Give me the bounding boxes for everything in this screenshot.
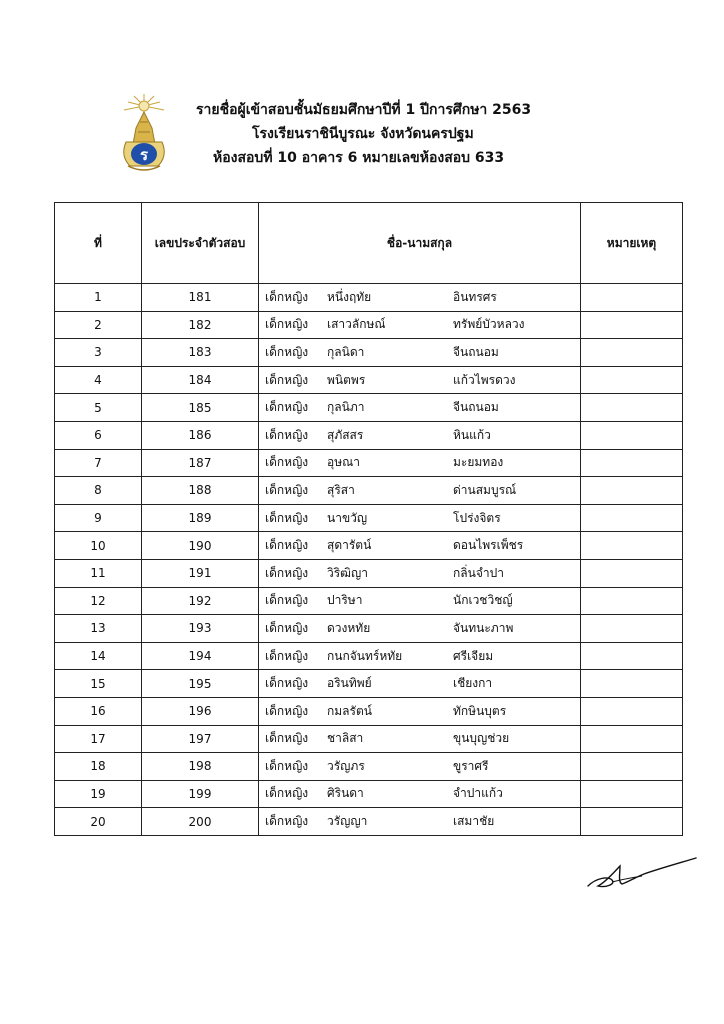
cell-name — [259, 642, 581, 670]
col-header-exam-id: เลขประจำตัวสอบ — [142, 203, 259, 284]
cell-exam-id: 187 — [142, 449, 259, 477]
last-name: แก้วไพรดวง — [453, 372, 516, 387]
cell-name — [259, 421, 581, 449]
cell-no: 14 — [55, 642, 142, 670]
title-line-1: รายชื่อผู้เข้าสอบชั้นมัธยมศึกษาปีที่ 1 ปีการศึกษา 2563 — [196, 102, 532, 118]
cell-name — [259, 670, 581, 698]
first-name: วิริฒิญา — [327, 565, 368, 580]
cell-note — [581, 339, 683, 367]
cell-name — [259, 449, 581, 477]
name-prefix: เด็กหญิง — [265, 400, 309, 415]
cell-exam-id: 194 — [142, 642, 259, 670]
name-prefix: เด็กหญิง — [265, 676, 309, 691]
table-row — [55, 587, 683, 615]
name-prefix: เด็กหญิง — [265, 538, 309, 553]
name-prefix: เด็กหญิง — [265, 455, 309, 470]
table-row — [55, 559, 683, 587]
cell-name — [259, 587, 581, 615]
cell-note — [581, 284, 683, 312]
cell-no: 4 — [55, 366, 142, 394]
name-prefix: เด็กหญิง — [265, 565, 309, 580]
last-name: ดอนไพรเพ็ชร — [453, 538, 524, 553]
name-prefix: เด็กหญิง — [265, 289, 309, 304]
table-row — [55, 504, 683, 532]
cell-exam-id: 185 — [142, 394, 259, 422]
first-name: วรัญภร — [327, 758, 365, 773]
full-name — [259, 784, 580, 803]
cell-name — [259, 394, 581, 422]
first-name: อรินทิพย์ — [327, 676, 372, 691]
cell-name — [259, 477, 581, 505]
full-name — [259, 812, 580, 831]
table-row — [55, 477, 683, 505]
last-name: จีนถนอม — [453, 400, 499, 415]
cell-no: 17 — [55, 725, 142, 753]
cell-note — [581, 670, 683, 698]
table-row — [55, 642, 683, 670]
document-header — [196, 98, 556, 170]
last-name: เชียงกา — [453, 676, 493, 691]
cell-name — [259, 311, 581, 339]
cell-name — [259, 697, 581, 725]
cell-name — [259, 339, 581, 367]
last-name: ศรีเจียม — [453, 648, 494, 663]
full-name — [259, 288, 580, 307]
first-name: กนกจันทร์หทัย — [327, 648, 403, 663]
cell-exam-id: 198 — [142, 753, 259, 781]
name-prefix: เด็กหญิง — [265, 344, 309, 359]
table-row — [55, 670, 683, 698]
table-row — [55, 532, 683, 560]
full-name — [259, 371, 580, 390]
full-name — [259, 564, 580, 583]
last-name: ทักษินบุตร — [453, 703, 507, 718]
last-name: ด่านสมบูรณ์ — [453, 482, 517, 497]
table-row — [55, 449, 683, 477]
full-name — [259, 426, 580, 445]
cell-exam-id: 200 — [142, 808, 259, 836]
first-name: ศิรินดา — [327, 786, 364, 801]
full-name — [259, 674, 580, 693]
last-name: โปร่งจิตร — [453, 510, 501, 525]
full-name — [259, 453, 580, 472]
full-name — [259, 536, 580, 555]
cell-no: 5 — [55, 394, 142, 422]
table-row — [55, 697, 683, 725]
table-body — [55, 284, 683, 836]
cell-note — [581, 780, 683, 808]
col-header-note: หมายเหตุ — [581, 203, 683, 284]
exam-roster-table — [54, 202, 683, 836]
cell-exam-id: 182 — [142, 311, 259, 339]
cell-no: 18 — [55, 753, 142, 781]
name-prefix: เด็กหญิง — [265, 620, 309, 635]
cell-note — [581, 421, 683, 449]
table-row — [55, 311, 683, 339]
cell-name — [259, 808, 581, 836]
cell-note — [581, 725, 683, 753]
full-name — [259, 398, 580, 417]
cell-note — [581, 532, 683, 560]
last-name: มะยมทอง — [453, 455, 504, 470]
cell-note — [581, 615, 683, 643]
name-prefix: เด็กหญิง — [265, 372, 309, 387]
last-name: หินแก้ว — [453, 427, 491, 442]
first-name: ดวงหทัย — [327, 620, 371, 635]
first-name: สุริสา — [327, 482, 355, 497]
cell-exam-id: 183 — [142, 339, 259, 367]
cell-note — [581, 449, 683, 477]
first-name: ชาลิสา — [327, 731, 364, 746]
first-name: พนิตพร — [327, 372, 366, 387]
cell-note — [581, 311, 683, 339]
last-name: อินทรศร — [453, 289, 497, 304]
cell-no: 16 — [55, 697, 142, 725]
title-line-2: โรงเรียนราชินีบูรณะ จังหวัดนครปฐม — [252, 126, 474, 142]
last-name: นักเวชวิชญ์ — [453, 593, 513, 608]
full-name — [259, 343, 580, 362]
table-row — [55, 284, 683, 312]
last-name: จำปาแก้ว — [453, 786, 503, 801]
full-name — [259, 729, 580, 748]
first-name: สุดารัตน์ — [327, 538, 372, 553]
cell-no: 6 — [55, 421, 142, 449]
cell-exam-id: 186 — [142, 421, 259, 449]
first-name: กุลนิดา — [327, 344, 365, 359]
table-row — [55, 780, 683, 808]
cell-name — [259, 615, 581, 643]
cell-name — [259, 366, 581, 394]
table-row — [55, 808, 683, 836]
first-name: อุษณา — [327, 455, 360, 470]
table-row — [55, 394, 683, 422]
full-name — [259, 702, 580, 721]
cell-name — [259, 559, 581, 587]
emblem-letter: ร — [139, 146, 149, 164]
cell-name — [259, 284, 581, 312]
cell-no: 15 — [55, 670, 142, 698]
full-name — [259, 591, 580, 610]
table-row — [55, 339, 683, 367]
cell-no: 20 — [55, 808, 142, 836]
col-header-no: ที่ — [55, 203, 142, 284]
last-name: จีนถนอม — [453, 344, 499, 359]
table-row — [55, 421, 683, 449]
table-header-row — [55, 203, 683, 284]
cell-exam-id: 184 — [142, 366, 259, 394]
cell-exam-id: 190 — [142, 532, 259, 560]
cell-note — [581, 394, 683, 422]
name-prefix: เด็กหญิง — [265, 317, 309, 332]
cell-no: 9 — [55, 504, 142, 532]
first-name: สุภัสสร — [327, 427, 364, 442]
cell-note — [581, 753, 683, 781]
full-name — [259, 315, 580, 334]
full-name — [259, 757, 580, 776]
cell-exam-id: 195 — [142, 670, 259, 698]
cell-no: 7 — [55, 449, 142, 477]
cell-no: 11 — [55, 559, 142, 587]
first-name: วรัญญา — [327, 814, 368, 829]
cell-note — [581, 587, 683, 615]
cell-exam-id: 193 — [142, 615, 259, 643]
full-name — [259, 509, 580, 528]
last-name: ขูราศรี — [453, 758, 489, 773]
cell-no: 8 — [55, 477, 142, 505]
full-name — [259, 647, 580, 666]
cell-no: 13 — [55, 615, 142, 643]
first-name: เสาวลักษณ์ — [327, 317, 386, 332]
name-prefix: เด็กหญิง — [265, 814, 309, 829]
last-name: เสมาชัย — [453, 814, 495, 829]
cell-no: 19 — [55, 780, 142, 808]
cell-note — [581, 697, 683, 725]
cell-note — [581, 642, 683, 670]
cell-exam-id: 191 — [142, 559, 259, 587]
last-name: จันทนะภาพ — [453, 620, 514, 635]
last-name: กลิ่นจำปา — [453, 565, 504, 580]
table-row — [55, 615, 683, 643]
cell-no: 1 — [55, 284, 142, 312]
cell-note — [581, 504, 683, 532]
cell-exam-id: 196 — [142, 697, 259, 725]
name-prefix: เด็กหญิง — [265, 648, 309, 663]
cell-exam-id: 188 — [142, 477, 259, 505]
title-line-3: ห้องสอบที่ 10 อาคาร 6 หมายเลขห้องสอบ 633 — [213, 150, 505, 166]
cell-no: 10 — [55, 532, 142, 560]
cell-no: 12 — [55, 587, 142, 615]
cell-exam-id: 199 — [142, 780, 259, 808]
school-emblem-logo — [116, 92, 172, 174]
first-name: กมลรัตน์ — [327, 703, 372, 718]
last-name: ขุนบุญช่วย — [453, 731, 510, 746]
name-prefix: เด็กหญิง — [265, 593, 309, 608]
first-name: ปาริษา — [327, 593, 363, 608]
table-row — [55, 753, 683, 781]
name-prefix: เด็กหญิง — [265, 427, 309, 442]
cell-note — [581, 366, 683, 394]
cell-note — [581, 559, 683, 587]
cell-exam-id: 192 — [142, 587, 259, 615]
cell-exam-id: 181 — [142, 284, 259, 312]
cell-note — [581, 477, 683, 505]
name-prefix: เด็กหญิง — [265, 703, 309, 718]
table-row — [55, 725, 683, 753]
col-header-name: ชื่อ-นามสกุล — [259, 203, 581, 284]
cell-name — [259, 725, 581, 753]
cell-name — [259, 780, 581, 808]
full-name — [259, 481, 580, 500]
name-prefix: เด็กหญิง — [265, 482, 309, 497]
cell-exam-id: 189 — [142, 504, 259, 532]
table-row — [55, 366, 683, 394]
cell-note — [581, 808, 683, 836]
name-prefix: เด็กหญิง — [265, 786, 309, 801]
cell-exam-id: 197 — [142, 725, 259, 753]
cell-name — [259, 504, 581, 532]
full-name — [259, 619, 580, 638]
name-prefix: เด็กหญิง — [265, 731, 309, 746]
cell-name — [259, 753, 581, 781]
first-name: นาขวัญ — [327, 510, 368, 525]
first-name: กุลนิภา — [327, 400, 365, 415]
cell-no: 2 — [55, 311, 142, 339]
name-prefix: เด็กหญิง — [265, 758, 309, 773]
cell-no: 3 — [55, 339, 142, 367]
last-name: ทรัพย์บัวหลวง — [453, 317, 525, 332]
signature-mark — [586, 856, 698, 892]
name-prefix: เด็กหญิง — [265, 510, 309, 525]
first-name: หนึ่งฤทัย — [327, 289, 372, 304]
cell-name — [259, 532, 581, 560]
